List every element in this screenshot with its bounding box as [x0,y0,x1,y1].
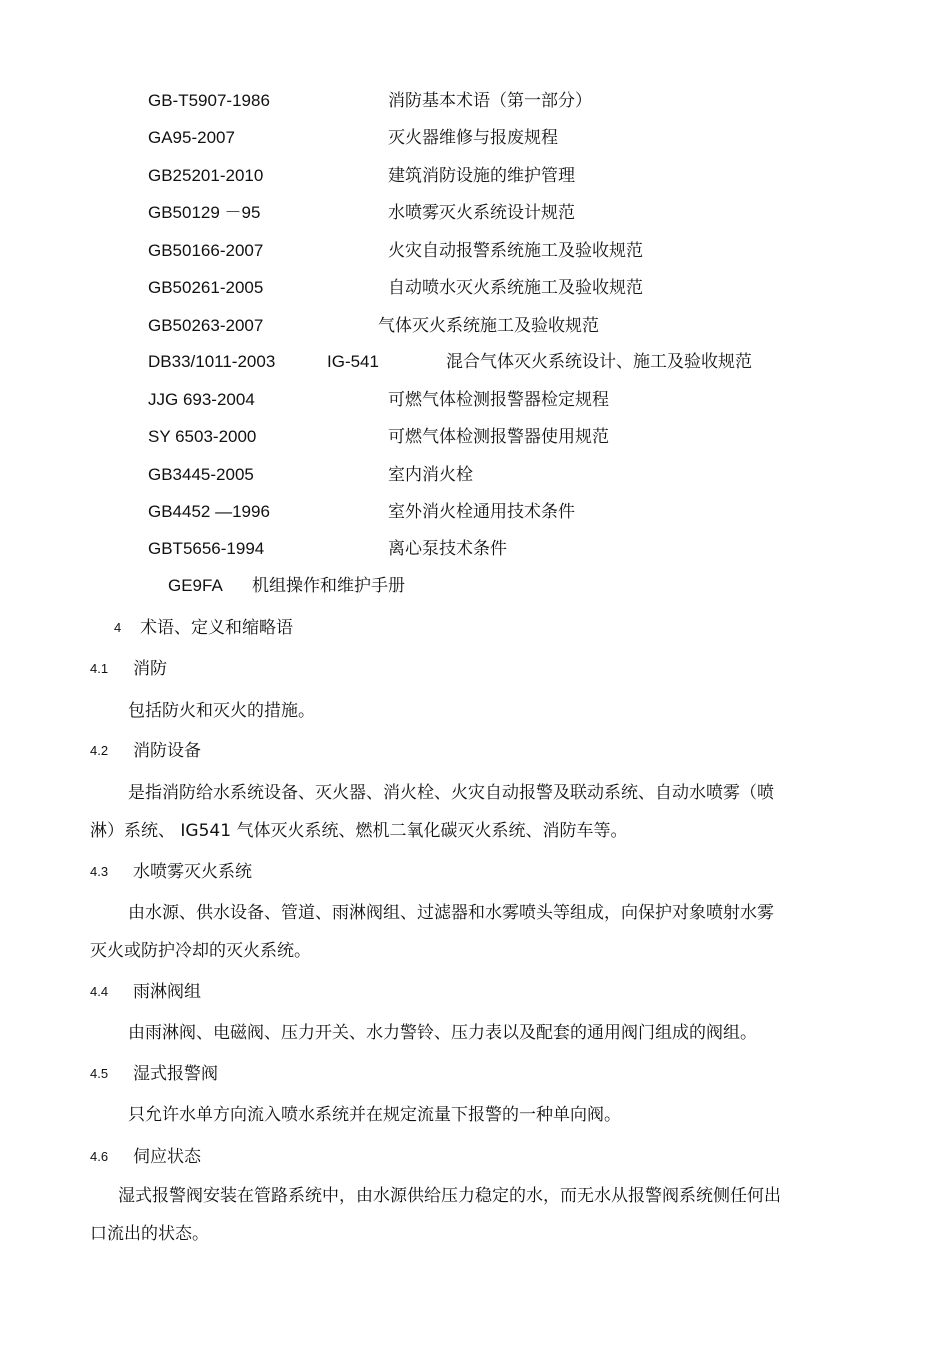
term-definition: 淋）系统、 IG541 气体灭火系统、燃机二氧化碳灭火系统、消防车等。 [90,821,628,841]
term-definition: 是指消防给水系统设备、灭火器、消火栓、火灾自动报警及联动系统、自动水喷雾（喷 [128,783,774,803]
standard-extra: IG-541 [327,352,379,371]
standard-title: 可燃气体检测报警器使用规范 [388,427,609,447]
term-name: 伺应状态 [133,1147,201,1167]
section-title: 术语、定义和缩略语 [140,618,293,638]
standard-code: GB50261-2005 [148,278,264,297]
term-number: 4.4 [90,984,109,999]
standard-code: SY 6503-2000 [148,427,257,446]
standard-title: 离心泵技术条件 [388,539,507,559]
standard-code: GBT5656-1994 [148,539,265,558]
standard-title: 机组操作和维护手册 [252,576,405,596]
term-number: 4.5 [90,1066,109,1081]
standard-title: 室内消火栓 [388,465,473,485]
standard-code: GB25201-2010 [148,166,264,185]
standard-code: DB33/1011-2003 [148,352,276,371]
standard-code: GB50166-2007 [148,241,264,260]
term-definition: 湿式报警阀安装在管路系统中，由水源供给压力稳定的水，而无水从报警阀系统侧任何出 [118,1186,781,1206]
standard-title: 建筑消防设施的维护管理 [388,166,575,186]
standard-title: 可燃气体检测报警器检定规程 [388,390,609,410]
term-number: 4.1 [90,661,109,676]
standard-title: 灭火器维修与报废规程 [388,128,558,148]
standard-code: GB50263-2007 [148,316,264,335]
term-number: 4.2 [90,743,109,758]
term-definition: 只允许水单方向流入喷水系统并在规定流量下报警的一种单向阀。 [128,1105,621,1125]
standard-title: 水喷雾灭火系统设计规范 [388,203,575,223]
term-definition: 由雨淋阀、电磁阀、压力开关、水力警铃、压力表以及配套的通用阀门组成的阀组。 [128,1023,757,1043]
standard-title: 消防基本术语（第一部分） [388,91,592,111]
standard-title: 自动喷水灭火系统施工及验收规范 [388,278,643,298]
term-name: 水喷雾灭火系统 [133,862,252,882]
standard-code: GE9FA [168,576,223,595]
standard-title: 室外消火栓通用技术条件 [388,502,575,522]
standard-code: GB-T5907-1986 [148,91,270,110]
standard-code: JJG 693-2004 [148,390,255,409]
standard-code: GB50129 －95 [148,203,261,222]
standard-title: 气体灭火系统施工及验收规范 [378,316,599,336]
section-number: 4 [114,620,122,635]
term-definition: 由水源、供水设备、管道、雨淋阀组、过滤器和水雾喷头等组成，向保护对象喷射水雾 [128,903,774,923]
term-definition: 口流出的状态。 [90,1224,209,1244]
term-name: 雨淋阀组 [133,982,201,1002]
standard-code: GB4452 —1996 [148,502,270,521]
standard-code: GA95-2007 [148,128,235,147]
term-number: 4.3 [90,864,109,879]
term-name: 消防设备 [133,741,201,761]
term-name: 消防 [133,659,167,679]
standard-title: 火灾自动报警系统施工及验收规范 [388,241,643,261]
standard-title: 混合气体灭火系统设计、施工及验收规范 [446,352,752,372]
term-definition: 灭火或防护冷却的灭火系统。 [90,941,311,961]
term-name: 湿式报警阀 [133,1064,218,1084]
term-number: 4.6 [90,1149,109,1164]
term-definition: 包括防火和灭火的措施。 [128,701,315,721]
standard-code: GB3445-2005 [148,465,254,484]
